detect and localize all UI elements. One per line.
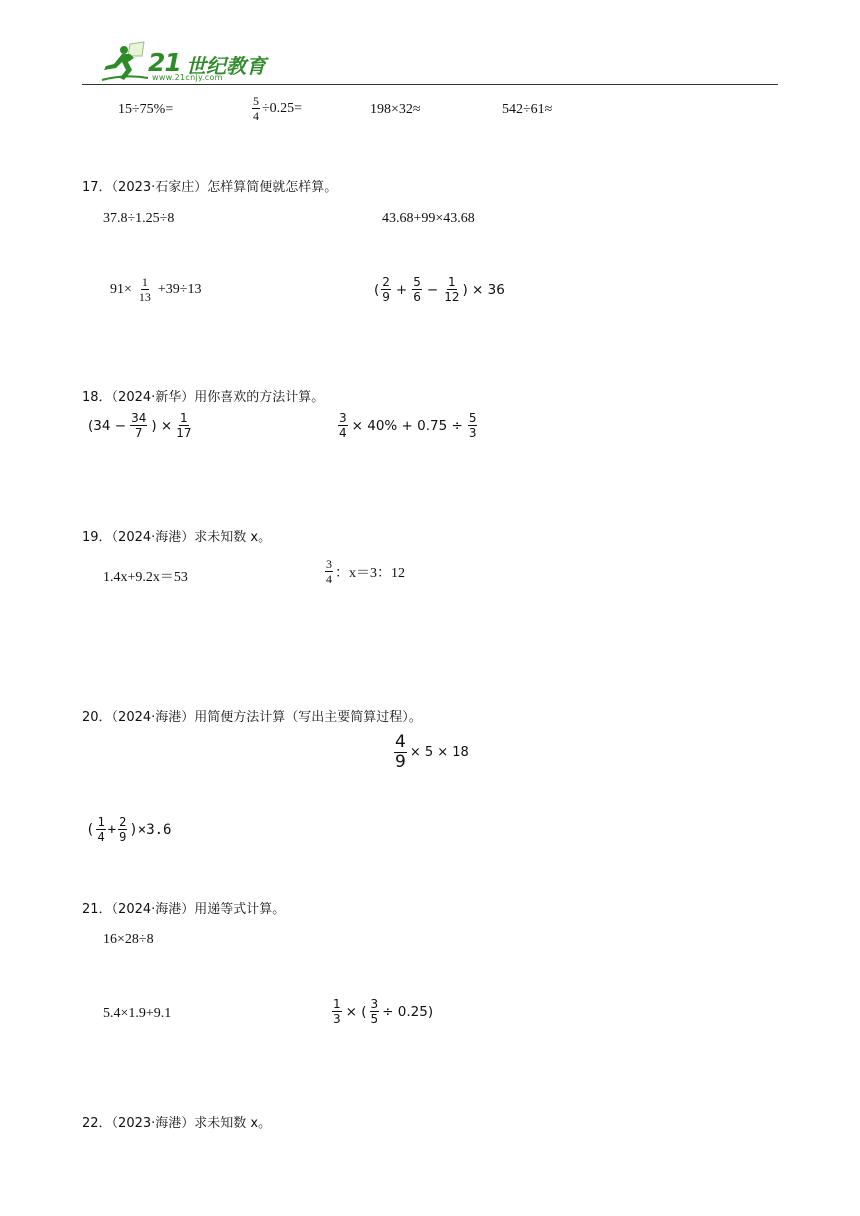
q20-expr-1: $\frac{4}{9}$ × 5 × 18: [395, 732, 469, 772]
q21-expr-2: 5.4×1.9+9.1: [103, 1006, 172, 1021]
fraction: $\frac{1}{3}$: [333, 997, 341, 1026]
question-19-title: 19．（2024·海港）求未知数 x。: [82, 530, 272, 545]
logo-url: www.21cnjy.com: [152, 73, 223, 82]
question-18-title: 18．（2024·新华）用你喜欢的方法计算。: [82, 390, 325, 405]
q18-expr-1: (34 − $\frac{34}{7}$ ) × $\frac{1}{17}$: [88, 411, 192, 440]
q19-expr-2: $\frac{3}{4}$ ：x＝3：12: [326, 557, 405, 586]
question-20-title: 20．（2024·海港）用简便方法计算（写出主要简算过程）。: [82, 710, 422, 725]
expr-top-a: 15÷75%=: [118, 102, 174, 117]
fraction: $\frac{3}{4}$: [326, 557, 332, 586]
site-logo: [100, 40, 270, 84]
expr-top-c: 198×32≈: [370, 102, 421, 117]
fraction: $\frac{1}{13}$: [138, 275, 151, 304]
q21-expr-3: $\frac{1}{3}$ × ( $\frac{3}{5}$ ÷ 0.25): [333, 997, 434, 1026]
fraction: $\frac{3}{4}$: [339, 411, 347, 440]
q18-expr-2: $\frac{3}{4}$ × 40% + 0.75 ÷ $\frac{5}{3}$: [339, 411, 477, 440]
question-17-title: 17．（2023·石家庄）怎样算简便就怎样算。: [82, 180, 338, 195]
expr-top-d: 542÷61≈: [502, 102, 553, 117]
q21-expr-1: 16×28÷8: [103, 932, 154, 947]
fraction: $\frac{5}{6}$: [413, 275, 421, 304]
question-21-title: 21．（2024·海港）用递等式计算。: [82, 902, 286, 917]
q17-expr-1: 37.8÷1.25÷8: [103, 211, 175, 226]
fraction: $\frac{2}{9}$: [382, 275, 390, 304]
question-22-title: 22．（2023·海港）求未知数 x。: [82, 1116, 272, 1131]
q17-expr-4: ( $\frac{2}{9}$ + $\frac{5}{6}$ − $\frac{1}{12}$ ) × 36: [374, 275, 505, 304]
fraction: $\frac{1}{17}$: [176, 411, 192, 440]
fraction: $\frac{5}{3}$: [468, 411, 477, 440]
fraction: $\frac{1}{12}$: [444, 275, 460, 304]
fraction: $\frac{3}{5}$: [370, 997, 379, 1026]
expr-top-b: $\frac{5}{4}$ ÷0.25=: [253, 94, 303, 123]
fraction: $\frac{2}{9}$: [119, 815, 127, 844]
fraction: $\frac{4}{9}$: [395, 732, 406, 772]
q17-expr-3: 91× $\frac{1}{13}$ +39÷13: [110, 275, 202, 304]
fraction: $\frac{34}{7}$: [131, 411, 147, 440]
q17-expr-2: 43.68+99×43.68: [382, 211, 475, 226]
header-divider: [82, 84, 778, 85]
q19-expr-1: 1.4x+9.2x＝53: [103, 570, 188, 585]
runner-logo-icon: [100, 40, 150, 84]
logo-number: 21: [148, 48, 181, 77]
q20-expr-2: ( $\frac{1}{4}$ + $\frac{2}{9}$ )×3.6: [86, 815, 172, 844]
fraction: $\frac{5}{4}$: [253, 94, 259, 123]
fraction: $\frac{1}{4}$: [97, 815, 105, 844]
logo-title: 世纪教育: [186, 54, 266, 78]
